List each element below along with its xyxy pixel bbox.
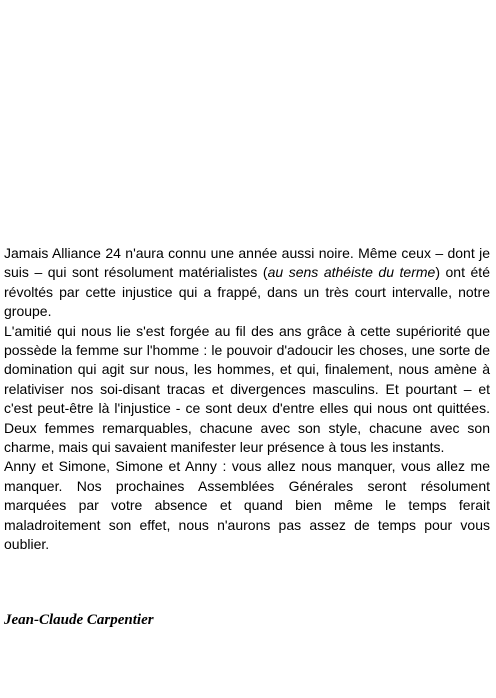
paragraph-2: L'amitié qui nous lie s'est forgée au fil des ans grâce à cette supériorité que possède la femme sur l'homme : le pouvoir d'adoucir les choses, une sorte de domination qui agit sur nous, les hommes, et qui, finalement, nous amène à relativiser nos soi-disant tracas et divergences masculins. Et pourtant – et c'est peut-être là l'injustice - ce sont deux d'entre elles qui nous ont quittées. Deux femmes remarquables, chacune avec son style, chacune avec son charme, mais qui savaient manifester leur présence à tous les instants. [4,322,490,456]
paragraph-1-end: ) ont été révoltés par cette injustice qui a frappé, dans un très court intervalle, notre groupe. [4,264,490,320]
paragraph-1-start: Jamais Alliance 24 n'aura connu une année aussi noire. Même ceux – dont je suis – qui sont résolument matérialistes ( [4,245,490,281]
paragraph-3: Anny et Simone, Simone et Anny : vous allez nous manquer, vous allez me manquer. Nos prochaines Assemblées Générales seront résolument marquées par votre absence et quand bien même le temps ferait maladroitement son effet, nous n'aurons pas assez de temps pour vous oublier. [4,458,490,553]
paragraph-1 [4,244,490,322]
author-signature: Jean-Claude Carpentier [4,612,154,628]
paragraph-1-italic: au sens athéiste du terme [267,264,436,281]
tribute-text [4,244,490,555]
